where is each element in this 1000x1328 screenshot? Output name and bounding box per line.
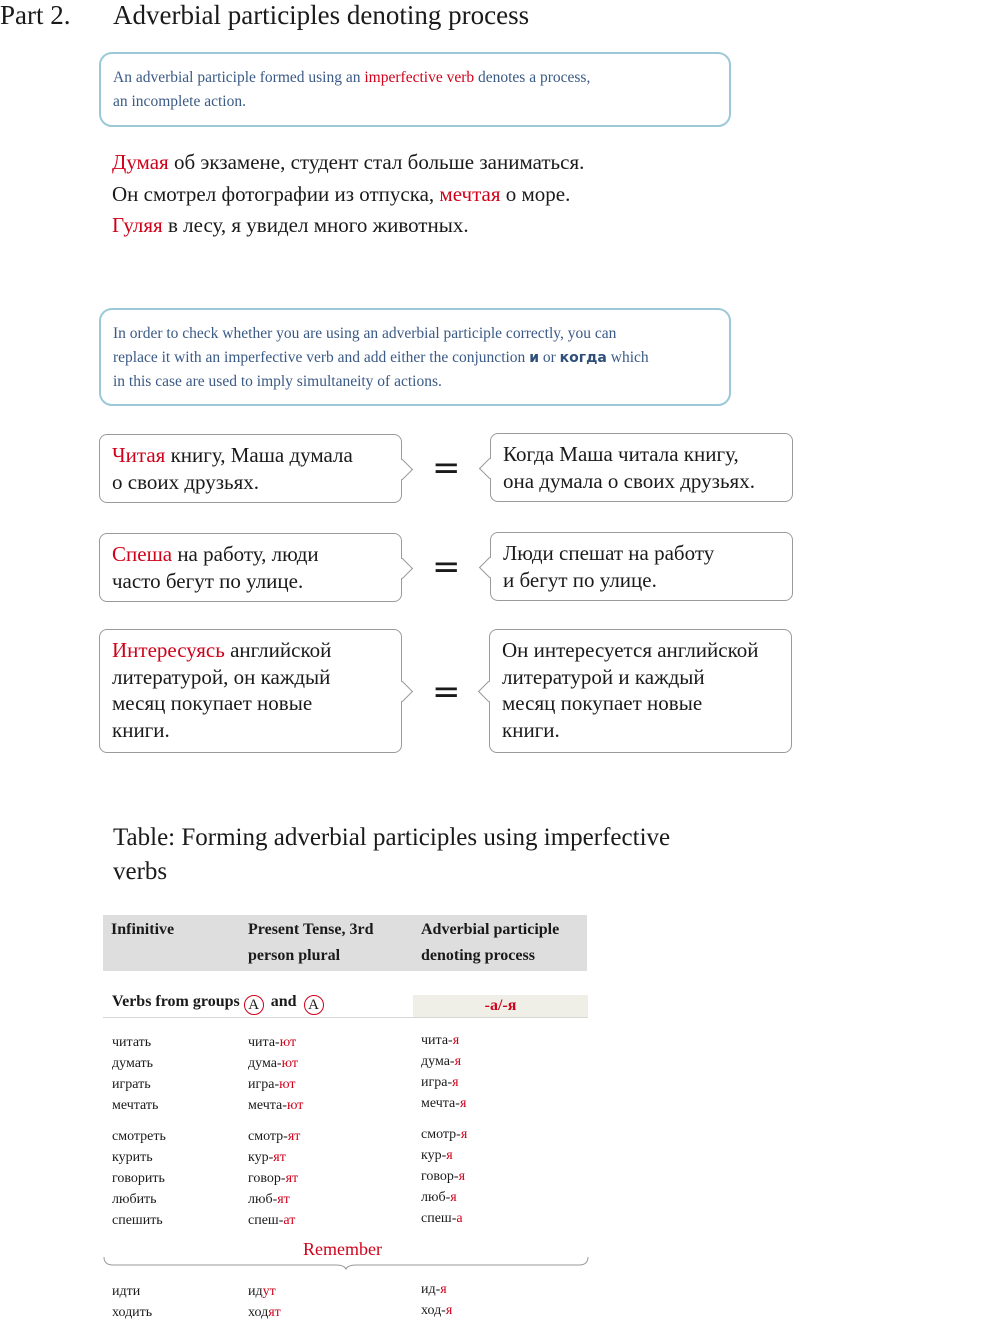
ending: ют bbox=[281, 1056, 298, 1071]
box-text: английской bbox=[224, 638, 332, 662]
ending: я bbox=[452, 1033, 460, 1048]
stem: говор- bbox=[248, 1171, 286, 1186]
pointer-arrow bbox=[478, 681, 499, 702]
ending: ют bbox=[279, 1077, 296, 1092]
box-text: книги. bbox=[502, 717, 560, 742]
participle: Читая bbox=[112, 443, 166, 467]
stem: кур- bbox=[421, 1148, 447, 1163]
table-cell-infinitive: мечтать bbox=[112, 1098, 159, 1113]
stem: чита- bbox=[248, 1035, 280, 1050]
pointer-arrow bbox=[479, 458, 500, 479]
ending: я bbox=[454, 1054, 462, 1069]
comparison-clause-box bbox=[489, 629, 792, 753]
table-title: Table: Forming adverbial participles using imperfective verbs bbox=[113, 824, 671, 885]
table-cell-present bbox=[248, 1032, 296, 1053]
box-text: Люди спешат на работу bbox=[503, 541, 715, 565]
table-cell-present bbox=[248, 1095, 303, 1116]
table-cell-present bbox=[248, 1147, 286, 1168]
stem: спеш- bbox=[248, 1213, 284, 1228]
ending: я bbox=[446, 1148, 453, 1163]
pointer-arrow bbox=[479, 557, 500, 578]
equals-sign: = bbox=[432, 547, 461, 587]
box-text: литературой, он каждый bbox=[112, 664, 331, 689]
stem: дума- bbox=[248, 1056, 282, 1071]
table-cell-infinitive: спешить bbox=[112, 1213, 163, 1228]
stem: смотр- bbox=[248, 1129, 288, 1144]
equals-sign: = bbox=[432, 448, 461, 488]
example-text: о море. bbox=[500, 182, 571, 206]
box-text: месяц покупает новые bbox=[502, 691, 703, 715]
table-cell-infinitive: смотреть bbox=[112, 1129, 166, 1144]
box-text: книгу, Маша думала bbox=[165, 443, 353, 467]
pointer-arrow bbox=[392, 459, 413, 480]
stem: люб- bbox=[421, 1190, 451, 1205]
box-text: Когда Маша читала книгу, bbox=[503, 442, 739, 466]
info-text: An adverbial participle formed using an bbox=[113, 69, 365, 86]
ending: я bbox=[452, 1075, 459, 1090]
info-text: which bbox=[606, 349, 649, 366]
stem: игра- bbox=[248, 1077, 280, 1092]
ending: ят bbox=[287, 1129, 301, 1144]
box-text: о своих друзьях. bbox=[112, 469, 260, 494]
stem: мечта- bbox=[421, 1096, 460, 1111]
box-text: литературой и каждый bbox=[502, 664, 705, 689]
table-cell-infinitive: говорить bbox=[112, 1171, 165, 1186]
box-text: книги. bbox=[112, 717, 170, 742]
example-sentence bbox=[112, 213, 469, 237]
ending: ят bbox=[268, 1305, 281, 1320]
table-cell-participle bbox=[421, 1093, 466, 1114]
equals-sign: = bbox=[432, 672, 461, 712]
table-cell-participle bbox=[421, 1124, 467, 1145]
comparison-participle-box bbox=[99, 533, 402, 602]
table-cell-participle bbox=[421, 1030, 459, 1051]
column-header: Present Tense, 3rd person plural bbox=[248, 921, 374, 964]
info-text: an incomplete action. bbox=[113, 93, 246, 110]
box-text: на работу, люди bbox=[172, 542, 319, 566]
ending: ят bbox=[277, 1192, 290, 1207]
participle: Спеша bbox=[112, 542, 173, 566]
ending: ят bbox=[285, 1171, 299, 1186]
stem: кур- bbox=[248, 1150, 274, 1165]
ending: а bbox=[456, 1211, 463, 1226]
ending: ат bbox=[283, 1213, 296, 1228]
info-text: replace it with an imperfective verb and add either the conjunction bbox=[113, 349, 530, 366]
table-cell-participle bbox=[421, 1051, 461, 1072]
part-label: Part 2. bbox=[0, 0, 71, 30]
table-cell-present bbox=[248, 1126, 300, 1147]
table-cell-infinitive: идти bbox=[112, 1284, 141, 1299]
table-cell-participle bbox=[421, 1166, 465, 1187]
box-text: она думала о своих друзьях. bbox=[503, 468, 755, 493]
example-sentence bbox=[112, 182, 570, 206]
ending-label: -а/-я bbox=[413, 995, 588, 1017]
ending: ют bbox=[279, 1035, 297, 1050]
stem: игра- bbox=[421, 1075, 453, 1090]
table-cell-participle bbox=[421, 1279, 447, 1300]
info-text: in this case are used to imply simultaneity of actions. bbox=[113, 373, 442, 390]
stem: мечта- bbox=[248, 1098, 287, 1113]
participle: Гуляя bbox=[112, 213, 163, 237]
pointer-arrow bbox=[392, 681, 413, 702]
column-header: Infinitive bbox=[111, 921, 175, 938]
ending: ят bbox=[273, 1150, 286, 1165]
example-text: об экзамене, студент стал больше заниматься. bbox=[168, 150, 585, 174]
stem: люб- bbox=[248, 1192, 278, 1207]
comparison-clause-box bbox=[490, 532, 793, 601]
comparison-clause-box bbox=[490, 433, 793, 502]
table-cell-participle bbox=[421, 1072, 459, 1093]
table-cell-present bbox=[248, 1168, 298, 1189]
column-header: Adverbial participle denoting process bbox=[421, 921, 560, 964]
info-text: In order to check whether you are using an adverbial participle correctly, you can bbox=[113, 325, 617, 342]
participle: мечтая bbox=[439, 182, 501, 206]
group-and: and bbox=[270, 993, 297, 1010]
info-box-check bbox=[99, 308, 731, 406]
table-cell-present bbox=[248, 1302, 281, 1323]
comparison-participle-box bbox=[99, 629, 402, 753]
brace-icon bbox=[103, 1256, 589, 1270]
table-cell-infinitive: играть bbox=[112, 1077, 151, 1092]
info-text: or bbox=[539, 349, 560, 366]
pointer-arrow bbox=[392, 558, 413, 579]
group-a-icon: A bbox=[244, 995, 264, 1015]
table-cell-infinitive: любить bbox=[112, 1192, 157, 1207]
box-text: и бегут по улице. bbox=[503, 567, 657, 592]
ending: я bbox=[458, 1169, 466, 1184]
table-cell-participle bbox=[421, 1187, 457, 1208]
stem: дума- bbox=[421, 1054, 455, 1069]
table-cell-present bbox=[248, 1189, 290, 1210]
table-cell-present bbox=[248, 1210, 295, 1231]
ending: я bbox=[460, 1127, 468, 1142]
table-cell-participle bbox=[421, 1145, 453, 1166]
group-a-icon: A bbox=[304, 995, 324, 1015]
table-cell-participle bbox=[421, 1208, 463, 1229]
ending: я bbox=[459, 1096, 467, 1111]
stem: чита- bbox=[421, 1033, 453, 1048]
info-text: denotes a process, bbox=[474, 69, 591, 86]
stem: ход- bbox=[421, 1303, 446, 1318]
example-text: Он смотрел фотографии из отпуска, bbox=[112, 182, 440, 206]
stem: спеш- bbox=[421, 1211, 457, 1226]
divider bbox=[103, 1017, 588, 1018]
group-label: Verbs from groups bbox=[112, 993, 240, 1010]
participle: Интересуясь bbox=[112, 638, 225, 662]
table-cell-infinitive: читать bbox=[112, 1035, 152, 1050]
conjunction: и bbox=[529, 350, 539, 366]
ending: ют bbox=[286, 1098, 304, 1113]
participle: Думая bbox=[112, 150, 169, 174]
table-cell-present bbox=[248, 1074, 296, 1095]
page-title: Adverbial participles denoting process bbox=[113, 0, 530, 30]
table-cell-infinitive: думать bbox=[112, 1056, 154, 1071]
conjunction: когда bbox=[559, 350, 607, 366]
stem: ид bbox=[248, 1284, 263, 1299]
box-text: Он интересуется английской bbox=[502, 638, 759, 662]
table-cell-present bbox=[248, 1053, 298, 1074]
table-header bbox=[103, 915, 587, 971]
remember-label: Remember bbox=[303, 1239, 382, 1259]
ending: я bbox=[440, 1282, 447, 1297]
table-cell-participle bbox=[421, 1300, 452, 1321]
table-cell-infinitive: курить bbox=[112, 1150, 153, 1165]
stem: смотр- bbox=[421, 1127, 461, 1142]
table-cell-present bbox=[248, 1281, 276, 1302]
box-text: месяц покупает новые bbox=[112, 691, 313, 715]
group-label-row bbox=[112, 990, 324, 1015]
example-sentence bbox=[112, 150, 584, 174]
info-box-definition bbox=[99, 52, 731, 127]
table-cell-infinitive: ходить bbox=[112, 1305, 153, 1320]
example-text: в лесу, я увидел много животных. bbox=[162, 213, 469, 237]
ending: ут bbox=[262, 1284, 276, 1299]
box-text: часто бегут по улице. bbox=[112, 568, 304, 593]
stem: ход bbox=[248, 1305, 269, 1320]
stem: говор- bbox=[421, 1169, 459, 1184]
comparison-participle-box bbox=[99, 434, 402, 503]
stem: ид- bbox=[421, 1282, 441, 1297]
ending: я bbox=[450, 1190, 457, 1205]
info-highlight: imperfective verb bbox=[364, 69, 475, 86]
ending: я bbox=[445, 1303, 453, 1318]
